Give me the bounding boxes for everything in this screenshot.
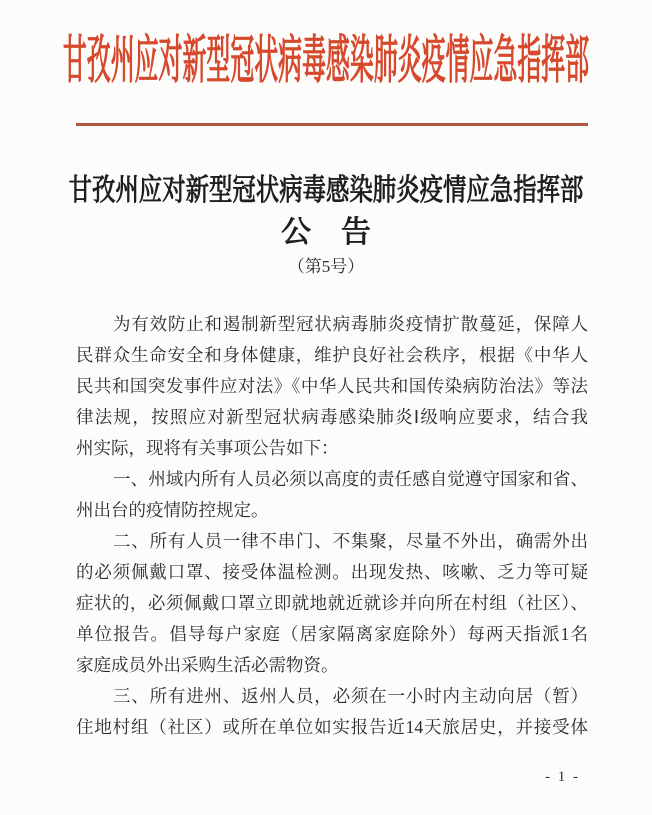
page-footer bbox=[0, 767, 652, 787]
body-line: 的必须佩戴口罩、接受体温检测。出现发热、咳嗽、乏力等可疑 bbox=[76, 562, 588, 582]
body-line: 民群众生命安全和身体健康，维护良好社会秩序，根据《中华人 bbox=[76, 345, 588, 365]
body-line: 一、州域内所有人员必须以高度的责任感自觉遵守国家和省、 bbox=[113, 469, 588, 489]
body-line: 民共和国突发事件应对法》《中华人民共和国传染病防治法》等法 bbox=[76, 376, 588, 396]
body-line: 州出台的疫情防控规定。 bbox=[76, 500, 269, 520]
body-line: 二、所有人员一律不串门、不集聚，尽量不外出，确需外出 bbox=[113, 531, 588, 551]
letterhead-org-name: 甘孜州应对新型冠状病毒感染肺炎疫情应急指挥部 bbox=[62, 33, 590, 90]
doc-title-text: 甘孜州应对新型冠状病毒感染肺炎疫情应急指挥部 bbox=[68, 174, 584, 207]
doc-title bbox=[0, 174, 652, 208]
body-line: 症状的，必须佩戴口罩立即就地就近就诊并向所在村组（社区）、 bbox=[76, 593, 588, 613]
body-line: 家庭成员外出采购生活必需物资。 bbox=[76, 655, 339, 675]
body-line: 州实际，现将有关事项公告如下： bbox=[76, 438, 339, 458]
body-line: 三、所有进州、返州人员，必须在一小时内主动向居（暂） bbox=[113, 686, 588, 706]
body-text bbox=[76, 309, 588, 743]
page-number: - 1 - bbox=[545, 769, 580, 785]
body-line: 住地村组（社区）或所在单位如实报告近14天旅居史，并接受体 bbox=[76, 717, 588, 737]
letterhead bbox=[0, 0, 652, 96]
body-line: 为有效防止和遏制新型冠状病毒肺炎疫情扩散蔓延，保障人 bbox=[113, 314, 588, 334]
body-line: 单位报告。倡导每户家庭（居家隔离家庭除外）每两天指派1名 bbox=[76, 624, 588, 644]
doc-subtitle: 公 告 bbox=[281, 216, 371, 249]
doc-number: （第5号） bbox=[287, 257, 365, 276]
letterhead-rule bbox=[76, 123, 588, 126]
body-line: 律法规，按照应对新型冠状病毒感染肺炎Ⅰ级响应要求，结合我 bbox=[76, 407, 588, 427]
